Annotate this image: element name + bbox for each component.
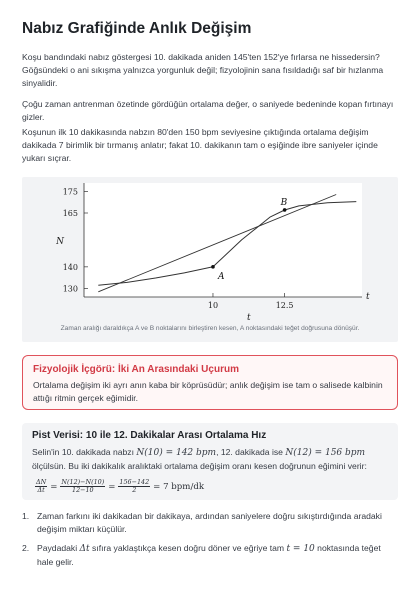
list-text: noktasında teğet hale gelir. (37, 543, 381, 567)
data-text-part: Selin'in 10. dakikada nabzı (32, 447, 137, 457)
insight-title: Fizyolojik İçgörü: İki An Arasındaki Uçurum (33, 364, 239, 375)
list-number: 1. (22, 511, 30, 521)
y-tick-label: 165 (62, 209, 78, 218)
math-delta-t: Δt (79, 544, 90, 554)
fraction-numbers (118, 479, 150, 494)
insight-text: Ortalama değişim iki ayrı anın kaba bir köprüsüdür; anlık değişim ise tam o salisede kalbinin attığı ritmin gerçek eğimidir. (33, 380, 383, 403)
frac-den: 2 (132, 486, 137, 494)
frac-num: 156−142 (119, 478, 150, 486)
y-tick-label: 175 (62, 187, 78, 197)
summary-paragraph: Çoğu zaman antrenman özetinde gördüğün ortalama değer, o saniyede bedeninde kopan fırtınayı gizler. (22, 99, 394, 122)
math-n12: N(12) = 156 bpm (285, 448, 366, 458)
y-tick-label: 140 (62, 262, 78, 272)
average-paragraph: Koşunun ilk 10 dakikasında nabzın 80'den 150 bpm seviyesine çıktığında ortalama değişim dakikada 7 birimlik bir tırmanış anlatır; fakat 10. dakikanın tam o eşiğinde ibre saniyeler içinde yukarı sıçrar. (22, 127, 378, 163)
data-box-title: Pist Verisi: 10 ile 12. Dakikalar Arası Ortalama Hız (32, 430, 267, 441)
list-text: Paydadaki (37, 543, 80, 553)
list-item (22, 542, 398, 569)
list-text: sıfıra yaklaştıkça kesen doğru döner ve eğriye tam (89, 543, 287, 553)
point-label: B (280, 197, 288, 208)
x-tick-label: 10 (207, 301, 219, 310)
list-text: Zaman farkını iki dakikadan bir dakikaya, ardından saniyelere doğru sıkıştırdığında aradaki değişim miktarı küçülür. (37, 511, 382, 534)
x-tick-label: 12.5 (275, 301, 294, 310)
data-text-part: , 12. dakikada ise (216, 447, 286, 457)
x-axis-title: t (246, 313, 251, 322)
intro-paragraph: Koşu bandındaki nabız göstergesi 10. dakikada aniden 145'ten 152'ye fırlarsa ne hissedersin? Göğsündeki o ani sıkışma yalnızca yorgunluk değil; fizyolojinin sana fısıldadığı saf bir hızlanma sinyalidir. (22, 52, 384, 88)
equals-sign: = (108, 481, 116, 492)
average-rate-formula (32, 479, 388, 494)
frac-den: Δt (37, 486, 45, 494)
fraction-values (60, 479, 105, 494)
math-n10: N(10) = 142 bpm (136, 448, 217, 458)
data-box-text (32, 446, 388, 473)
frac-num: ΔN (36, 478, 47, 486)
math-t-equals: t = 10 (286, 544, 315, 554)
y-tick-label: 130 (62, 284, 78, 294)
y-axis-label: N (56, 237, 64, 247)
x-axis-label: t (366, 292, 370, 302)
list-number: 2. (22, 543, 30, 553)
point-a (211, 265, 215, 269)
list-item (22, 510, 398, 536)
track-data-box (22, 423, 398, 500)
heart-rate-figure (22, 177, 398, 342)
point-label: A (217, 271, 225, 282)
fraction-delta (35, 479, 47, 494)
figure-caption: Zaman aralığı daraldıkça A ve B noktalarını birleştiren kesen, A noktasındaki teğet doğrusuna dönüşür. (60, 325, 360, 332)
heart-rate-chart (22, 177, 398, 322)
page-title: Nabız Grafiğinde Anlık Değişim (22, 20, 252, 37)
point-b (283, 208, 287, 212)
data-text-part: ölçülsün. Bu iki dakikalık aralıktaki ortalama değişim oranı kesen doğrunun eğimini verir: (32, 461, 367, 471)
frac-num: N(12)−N(10) (61, 478, 105, 486)
steps-list (22, 510, 398, 575)
frac-den: 12−10 (72, 486, 94, 494)
insight-callout (22, 355, 398, 410)
formula-result: = 7 bpm/dk (153, 481, 205, 492)
equals-sign: = (50, 481, 58, 492)
